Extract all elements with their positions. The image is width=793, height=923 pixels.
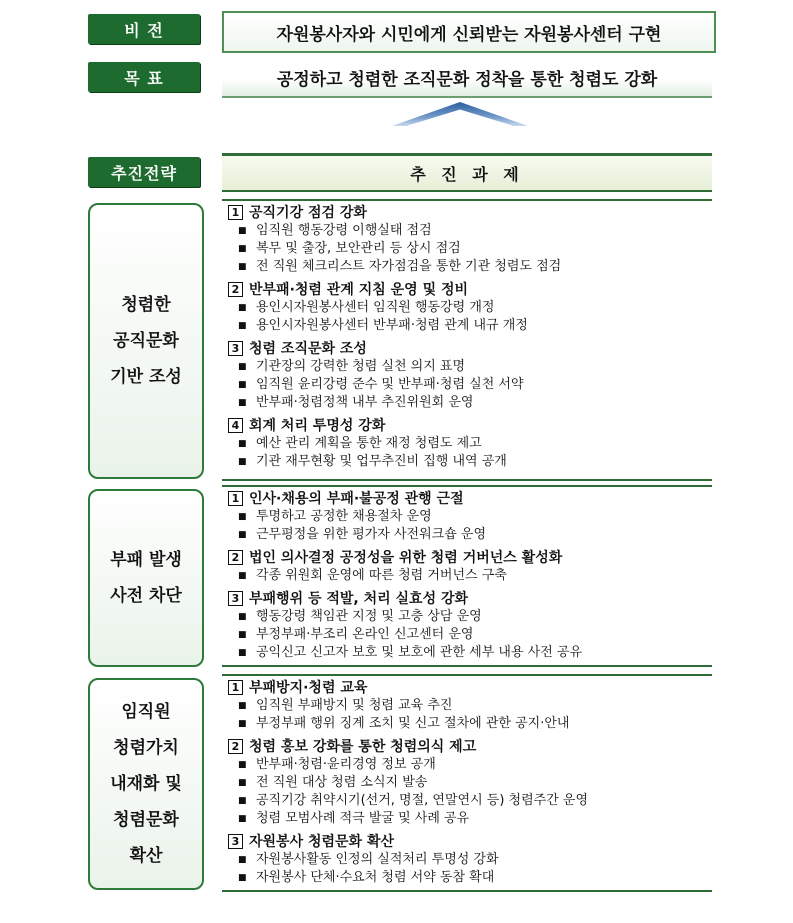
strategy-line: 임직원 xyxy=(121,702,171,722)
list-item: ■ 용인시자원봉사센터 반부패·청렴 관계 내규 개정 xyxy=(238,318,528,333)
task-panel-1 xyxy=(222,199,712,481)
goal-text: 공정하고 청렴한 조직문화 정착을 통한 청렴도 강화 xyxy=(222,58,712,98)
strategy-box-2 xyxy=(88,489,204,667)
goal-label: 목 표 xyxy=(88,62,200,92)
task-title: 공직기강 점검 강화 xyxy=(249,205,367,221)
list-item: ■ 기관장의 강력한 청렴 실천 의지 표명 xyxy=(238,359,466,374)
task-title: 반부패·청렴 관계 지침 운영 및 정비 xyxy=(249,282,469,298)
task-group xyxy=(228,739,712,828)
list-item: ■ 임직원 부패방지 및 청렴 교육 추진 xyxy=(238,698,453,713)
tasks-header: 추 진 과 제 xyxy=(222,153,712,192)
strategy-box-3 xyxy=(88,678,204,890)
strategy-line: 부패 발생 xyxy=(110,550,182,570)
task-number: 3 xyxy=(228,341,243,356)
upward-arrow-icon xyxy=(388,98,532,132)
strategy-header: 추진전략 xyxy=(88,157,200,187)
list-item: ■ 자원봉사활동 인정의 실적처리 투명성 강화 xyxy=(238,852,499,867)
list-item: ■ 임직원 행동강령 이행실태 점검 xyxy=(238,223,432,238)
task-title: 부패행위 등 적발, 처리 실효성 강화 xyxy=(249,591,469,607)
strategy-line: 사전 차단 xyxy=(110,586,182,606)
list-item: ■ 용인시자원봉사센터 임직원 행동강령 개정 xyxy=(238,300,495,315)
list-item: ■ 예산 관리 계획을 통한 재정 청렴도 제고 xyxy=(238,436,482,451)
list-item: ■ 행동강령 책임관 지정 및 고충 상담 운영 xyxy=(238,609,482,624)
list-item: ■ 투명하고 공정한 채용절차 운영 xyxy=(238,509,432,524)
task-number: 1 xyxy=(228,680,243,695)
list-item: ■ 각종 위원회 운영에 따른 청렴 거버넌스 구축 xyxy=(238,568,507,583)
list-item: ■ 공직기강 취약시기(선거, 명절, 연말연시 등) 청렴주간 운영 xyxy=(238,793,589,808)
strategy-line: 기반 조성 xyxy=(110,367,182,387)
task-number: 4 xyxy=(228,418,243,433)
vision-label: 비 전 xyxy=(88,14,200,44)
strategy-line: 청렴문화 xyxy=(113,810,179,830)
list-item: ■ 복무 및 출장, 보안관리 등 상시 점검 xyxy=(238,241,461,256)
task-title: 자원봉사 청렴문화 확산 xyxy=(249,834,394,850)
task-number: 3 xyxy=(228,591,243,606)
task-title: 인사·채용의 부패·불공정 관행 근절 xyxy=(249,491,464,507)
task-title: 법인 의사결정 공정성을 위한 청렴 거버넌스 활성화 xyxy=(249,550,563,566)
task-number: 1 xyxy=(228,205,243,220)
task-number: 3 xyxy=(228,834,243,849)
list-item: ■ 전 직원 체크리스트 자가점검을 통한 기관 청렴도 점검 xyxy=(238,259,562,274)
list-item: ■ 부정부패 행위 징계 조치 및 신고 절차에 관한 공지·안내 xyxy=(238,716,570,731)
vision-text: 자원봉사자와 시민에게 신뢰받는 자원봉사센터 구현 xyxy=(222,11,716,53)
task-title: 회계 처리 투명성 강화 xyxy=(249,418,386,434)
strategy-line: 청렴한 xyxy=(121,295,171,315)
task-number: 1 xyxy=(228,491,243,506)
task-group xyxy=(228,591,712,662)
strategy-line: 확산 xyxy=(129,846,163,866)
list-item: ■ 공익신고 신고자 보호 및 보호에 관한 세부 내용 사전 공유 xyxy=(238,645,583,660)
task-title: 부패방지·청렴 교육 xyxy=(249,680,368,696)
list-item: ■ 자원봉사 단체·수요처 청렴 서약 동참 확대 xyxy=(238,870,495,885)
list-item: ■ 청렴 모범사례 적극 발굴 및 사례 공유 xyxy=(238,811,470,826)
strategy-line: 내재화 및 xyxy=(110,774,182,794)
task-number: 2 xyxy=(228,282,243,297)
list-item: ■ 기관 재무현황 및 업무추진비 집행 내역 공개 xyxy=(238,454,507,469)
task-group xyxy=(228,282,712,335)
task-title: 청렴 조직문화 조성 xyxy=(249,341,367,357)
strategy-line: 청렴가치 xyxy=(113,738,179,758)
strategy-box-1 xyxy=(88,203,204,479)
task-panel-2 xyxy=(222,485,712,667)
task-title: 청렴 홍보 강화를 통한 청렴의식 제고 xyxy=(249,739,477,755)
task-group xyxy=(228,418,712,471)
task-group xyxy=(228,834,712,887)
list-item: ■ 부정부패·부조리 온라인 신고센터 운영 xyxy=(238,627,474,642)
task-group xyxy=(228,341,712,412)
task-panel-3 xyxy=(222,674,712,892)
list-item: ■ 반부패·청렴·윤리경영 정보 공개 xyxy=(238,757,436,772)
task-group xyxy=(228,550,712,585)
task-group xyxy=(228,205,712,276)
list-item: ■ 전 직원 대상 청렴 소식지 발송 xyxy=(238,775,428,790)
list-item: ■ 임직원 윤리강령 준수 및 반부패·청렴 실천 서약 xyxy=(238,377,524,392)
list-item: ■ 반부패·청렴정책 내부 추진위원회 운영 xyxy=(238,395,474,410)
task-number: 2 xyxy=(228,739,243,754)
task-group xyxy=(228,491,712,544)
list-item: ■ 근무평정을 위한 평가자 사전워크숍 운영 xyxy=(238,527,487,542)
task-group xyxy=(228,680,712,733)
task-number: 2 xyxy=(228,550,243,565)
strategy-line: 공직문화 xyxy=(113,331,179,351)
